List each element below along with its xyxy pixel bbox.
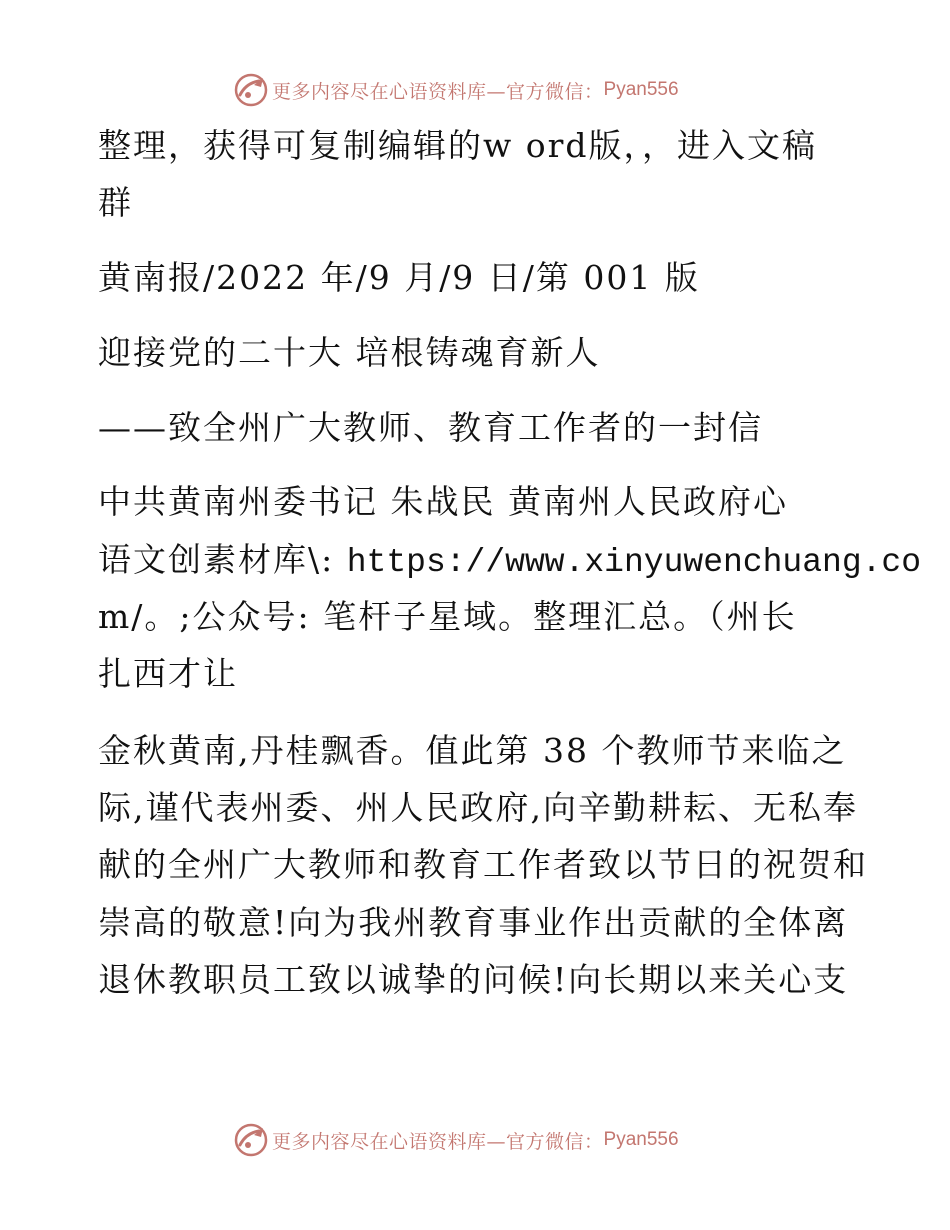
authors-line: 扎西才让 — [98, 654, 238, 693]
source-line: 黄南报/2022 年/9 月/9 日/第 001 版 — [98, 258, 700, 297]
authors-line — [98, 540, 922, 583]
body-paragraph-line: 金秋黄南,丹桂飘香。值此第 38 个教师节来临之 — [98, 731, 847, 770]
article-title: 迎接党的二十大 培根铸魂育新人 — [98, 333, 601, 372]
source-label: 语文创素材库\: — [98, 540, 347, 579]
watermark-wechat-id: Pyan556 — [603, 79, 679, 100]
pen-logo-icon — [234, 1123, 268, 1157]
body-paragraph-line: 献的全州广大教师和教育工作者致以节日的祝贺和 — [98, 845, 868, 884]
intro-line: 整理，获得可复制编辑的w ord版，，进入文稿 — [98, 126, 818, 165]
watermark-text: 更多内容尽在心语资料库—官方微信： — [272, 1130, 604, 1153]
body-paragraph-line: 退休教职员工致以诚挚的问候!向长期以来关心支 — [98, 960, 849, 999]
watermark-text: 更多内容尽在心语资料库—官方微信： — [272, 80, 604, 103]
body-paragraph-line: 际,谨代表州委、州人民政府,向辛勤耕耘、无私奉 — [98, 788, 858, 827]
authors-line: 中共黄南州委书记 朱战民 黄南州人民政府心 — [98, 482, 788, 521]
intro-line: 群 — [98, 183, 133, 222]
watermark-wechat-id: Pyan556 — [603, 1129, 679, 1150]
article-subtitle: ——致全州广大教师、教育工作者的一封信 — [98, 408, 763, 447]
source-url: https://www.xinyuwenchuang.co — [346, 544, 922, 581]
body-paragraph-line: 崇高的敬意!向为我州教育事业作出贡献的全体离 — [98, 903, 849, 942]
authors-line: m/。;公众号: 笔杆子星域。整理汇总。（州长 — [98, 597, 797, 636]
footer-watermark — [0, 1120, 950, 1160]
